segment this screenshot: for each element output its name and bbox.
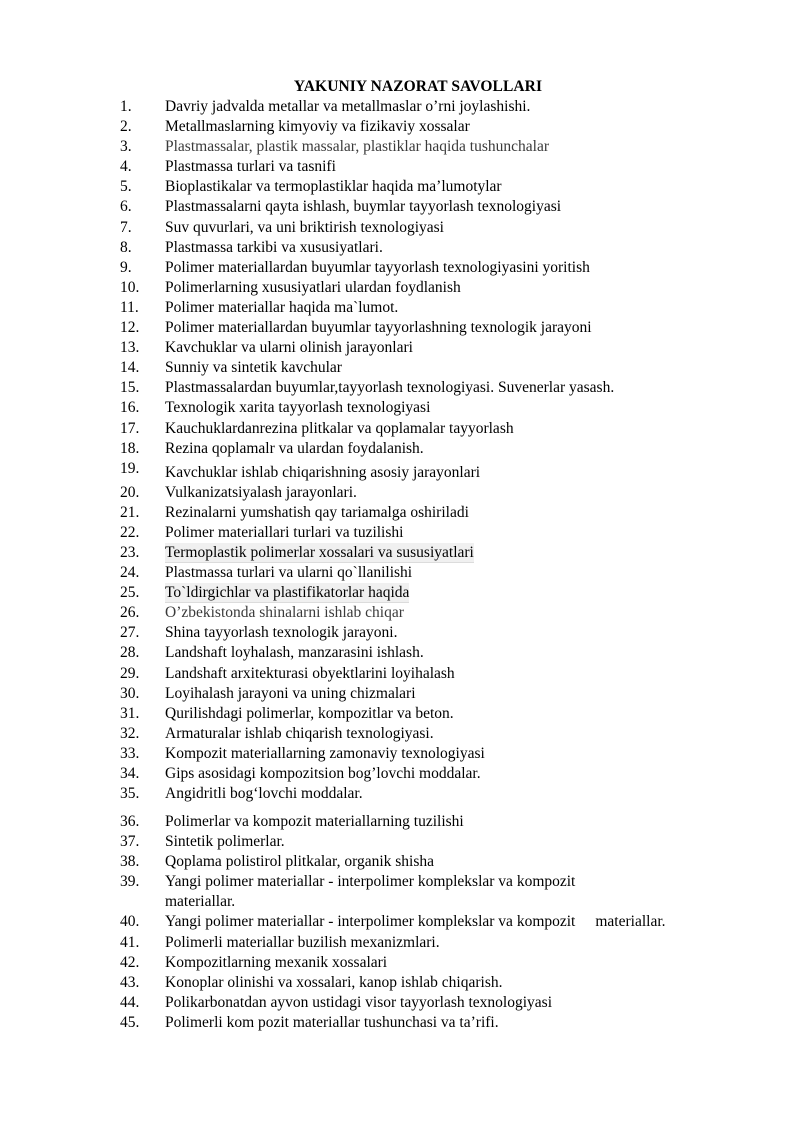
question-item	[120, 812, 790, 832]
question-text: O’zbekistonda shinalarni ishlab chiqar	[165, 604, 404, 622]
question-text: Polimer materiallardan buyumlar tayyorlashning texnologik jarayoni	[165, 319, 592, 337]
question-item	[120, 503, 790, 523]
question-number: 38.	[120, 853, 140, 871]
question-item	[120, 258, 790, 278]
question-number: 41.	[120, 933, 140, 951]
question-item	[120, 724, 790, 744]
question-item	[120, 973, 790, 993]
question-number: 12.	[120, 319, 140, 337]
question-item	[120, 872, 790, 912]
question-number: 6.	[120, 198, 132, 216]
question-text: Polimerli materiallar buzilish mexanizmlari.	[165, 933, 440, 951]
question-text: Landshaft arxitekturasi obyektlarini loyihalash	[165, 664, 455, 682]
question-text: Landshaft loyhalash, manzarasini ishlash.	[165, 644, 424, 662]
question-text: To`ldirgichlar va plastifikatorlar haqida	[165, 583, 409, 603]
question-text: Bioplastikalar va termoplastiklar haqida ma’lumotylar	[165, 178, 502, 196]
question-item	[120, 278, 790, 298]
question-number: 45.	[120, 1013, 140, 1031]
question-text: Termoplastik polimerlar xossalari va sususiyatlari	[165, 543, 474, 563]
question-text: Qurilishdagi polimerlar, kompozitlar va beton.	[165, 704, 454, 722]
document-title: YAKUNIY NAZORAT SAVOLLARI	[293, 78, 543, 95]
question-number: 4.	[120, 158, 132, 176]
question-text: Plastmassa turlari va tasnifi	[165, 158, 336, 176]
question-number: 33.	[120, 744, 140, 762]
question-text: Qoplama polistirol plitkalar, organik shisha	[165, 853, 435, 871]
question-text-continuation: materiallar.	[595, 913, 666, 931]
question-number: 2.	[120, 118, 132, 136]
question-item	[120, 993, 790, 1013]
question-number: 43.	[120, 973, 140, 991]
question-text: Polimer materiallari turlari va tuzilishi	[165, 523, 404, 541]
question-text: Gips asosidagi kompozitsion bog’lovchi moddalar.	[165, 765, 481, 782]
question-text: Plastmassalarni qayta ishlash, buymlar tayyorlash texnologiyasi	[165, 198, 562, 216]
question-text: Sunniy va sintetik kavchular	[165, 359, 342, 377]
question-number: 16.	[120, 399, 140, 417]
question-item	[120, 563, 790, 583]
question-item	[120, 419, 790, 439]
question-number: 3.	[120, 138, 132, 156]
question-text: Yangi polimer materiallar - interpolimer komplekslar va kompozit	[165, 913, 576, 931]
question-item	[120, 177, 790, 197]
question-item	[120, 338, 790, 358]
question-number: 27.	[120, 624, 140, 642]
question-number: 32.	[120, 724, 140, 742]
question-text: Kompozit materiallarning zamonaviy texnologiyasi	[165, 744, 485, 762]
question-item	[120, 933, 790, 953]
question-item	[120, 197, 790, 217]
question-number: 17.	[120, 419, 140, 437]
question-text: Rezinalarni yumshatish qay tariamalga oshiriladi	[165, 503, 469, 521]
question-item	[120, 157, 790, 177]
question-number: 34.	[120, 765, 140, 782]
question-text: Sintetik polimerlar.	[165, 833, 285, 851]
question-text: Yangi polimer materiallar - interpolimer komplekslar va kompozit materiallar.	[165, 873, 576, 911]
question-item	[120, 704, 790, 724]
question-item	[120, 744, 790, 764]
question-text: Polimer materiallardan buyumlar tayyorlash texnologiyasini yoritish	[165, 258, 590, 276]
question-item	[120, 218, 790, 238]
question-text: Rezina qoplamalr va ulardan foydalanish.	[165, 439, 424, 457]
question-text: Konoplar olinishi va xossalari, kanop ishlab chiqarish.	[165, 973, 503, 991]
question-number: 1.	[120, 98, 132, 115]
question-text: Polimer materiallar haqida ma`lumot.	[165, 298, 399, 316]
question-item	[120, 764, 790, 784]
question-number: 8.	[120, 238, 132, 256]
question-number: 21.	[120, 503, 140, 521]
question-text: Kavchuklar va ularni olinish jarayonlari	[165, 339, 413, 357]
question-item	[120, 664, 790, 684]
question-item	[120, 483, 790, 503]
question-number: 25.	[120, 584, 140, 602]
question-number: 31.	[120, 704, 140, 722]
question-item	[120, 238, 790, 258]
question-number: 37.	[120, 833, 140, 851]
question-number: 23.	[120, 543, 140, 561]
question-text: Plastmassalardan buyumlar,tayyorlash texnologiyasi. Suvenerlar yasash.	[165, 379, 615, 397]
question-item	[120, 623, 790, 643]
question-item	[120, 953, 790, 973]
question-item	[120, 137, 790, 157]
question-item	[120, 358, 790, 378]
question-number: 5.	[120, 178, 132, 196]
question-number: 44.	[120, 993, 140, 1011]
question-item	[120, 852, 790, 872]
question-number: 35.	[120, 785, 140, 803]
question-text: Vulkanizatsiyalash jarayonlari.	[165, 483, 357, 501]
question-text: Armaturalar ishlab chiqarish texnologiyasi.	[165, 724, 434, 742]
question-number: 29.	[120, 664, 140, 682]
question-item	[120, 543, 790, 563]
question-text: Kauchuklardanrezina plitkalar va qoplamalar tayyorlash	[165, 419, 514, 437]
question-number: 20.	[120, 483, 140, 501]
question-text: Kavchuklar ishlab chiqarishning asosiy jarayonlari	[165, 463, 481, 481]
question-text: Angidritli bog‘lovchi moddalar.	[165, 785, 363, 803]
question-number: 26.	[120, 604, 140, 622]
question-text: Loyihalash jarayoni va uning chizmalari	[165, 684, 416, 702]
question-number: 14.	[120, 359, 140, 377]
question-number: 9.	[120, 258, 132, 276]
question-item	[120, 603, 790, 623]
questions-list	[120, 97, 790, 1033]
question-number: 40.	[120, 913, 140, 931]
question-number: 11.	[120, 298, 139, 316]
question-item	[120, 459, 790, 483]
question-number: 39.	[120, 873, 140, 891]
question-number: 28.	[120, 644, 140, 662]
question-text: Polimerli kom pozit materiallar tushunchasi va ta’rifi.	[165, 1013, 499, 1031]
question-item	[120, 784, 790, 804]
question-number: 42.	[120, 953, 140, 971]
question-text: Suv quvurlari, va uni briktirish texnologiyasi	[165, 218, 444, 236]
question-item	[120, 298, 790, 318]
question-number: 24.	[120, 564, 140, 582]
question-number: 36.	[120, 813, 140, 831]
question-number: 18.	[120, 439, 140, 457]
question-item	[120, 583, 790, 603]
question-item	[120, 97, 790, 117]
question-number: 19.	[120, 459, 140, 477]
question-item	[120, 398, 790, 418]
question-item	[120, 318, 790, 338]
question-text: Kompozitlarning mexanik xossalari	[165, 953, 388, 971]
question-item	[120, 643, 790, 663]
question-item	[120, 439, 790, 459]
question-number: 22.	[120, 523, 140, 541]
question-item	[120, 832, 790, 852]
question-number: 15.	[120, 379, 140, 397]
question-text: Davriy jadvalda metallar va metallmaslar o’rni joylashishi.	[165, 98, 531, 115]
question-text: Polimerlar va kompozit materiallarning tuzilishi	[165, 813, 464, 831]
question-text: Shina tayyorlash texnologik jarayoni.	[165, 624, 398, 642]
question-text: Polikarbonatdan ayvon ustidagi visor tayyorlash texnologiyasi	[165, 993, 553, 1011]
question-number: 10.	[120, 278, 140, 296]
question-item	[120, 523, 790, 543]
question-text: Plastmassa turlari va ularni qo`llanilishi	[165, 564, 413, 582]
question-item	[120, 684, 790, 704]
question-number: 13.	[120, 339, 140, 357]
question-number: 30.	[120, 684, 140, 702]
question-text: Polimerlarning xususiyatlari ulardan foydlanish	[165, 278, 461, 296]
question-item	[120, 1013, 790, 1033]
question-text: Metallmaslarning kimyoviy va fizikaviy xossalar	[165, 118, 470, 136]
question-text: Plastmassalar, plastik massalar, plastiklar haqida tushunchalar	[165, 138, 550, 156]
question-text: Plastmassa tarkibi va xususiyatlari.	[165, 238, 383, 256]
question-number: 7.	[120, 218, 132, 236]
question-text: Texnologik xarita tayyorlash texnologiyasi	[165, 399, 431, 417]
question-item	[120, 378, 790, 398]
question-item	[120, 912, 790, 932]
question-item	[120, 117, 790, 137]
